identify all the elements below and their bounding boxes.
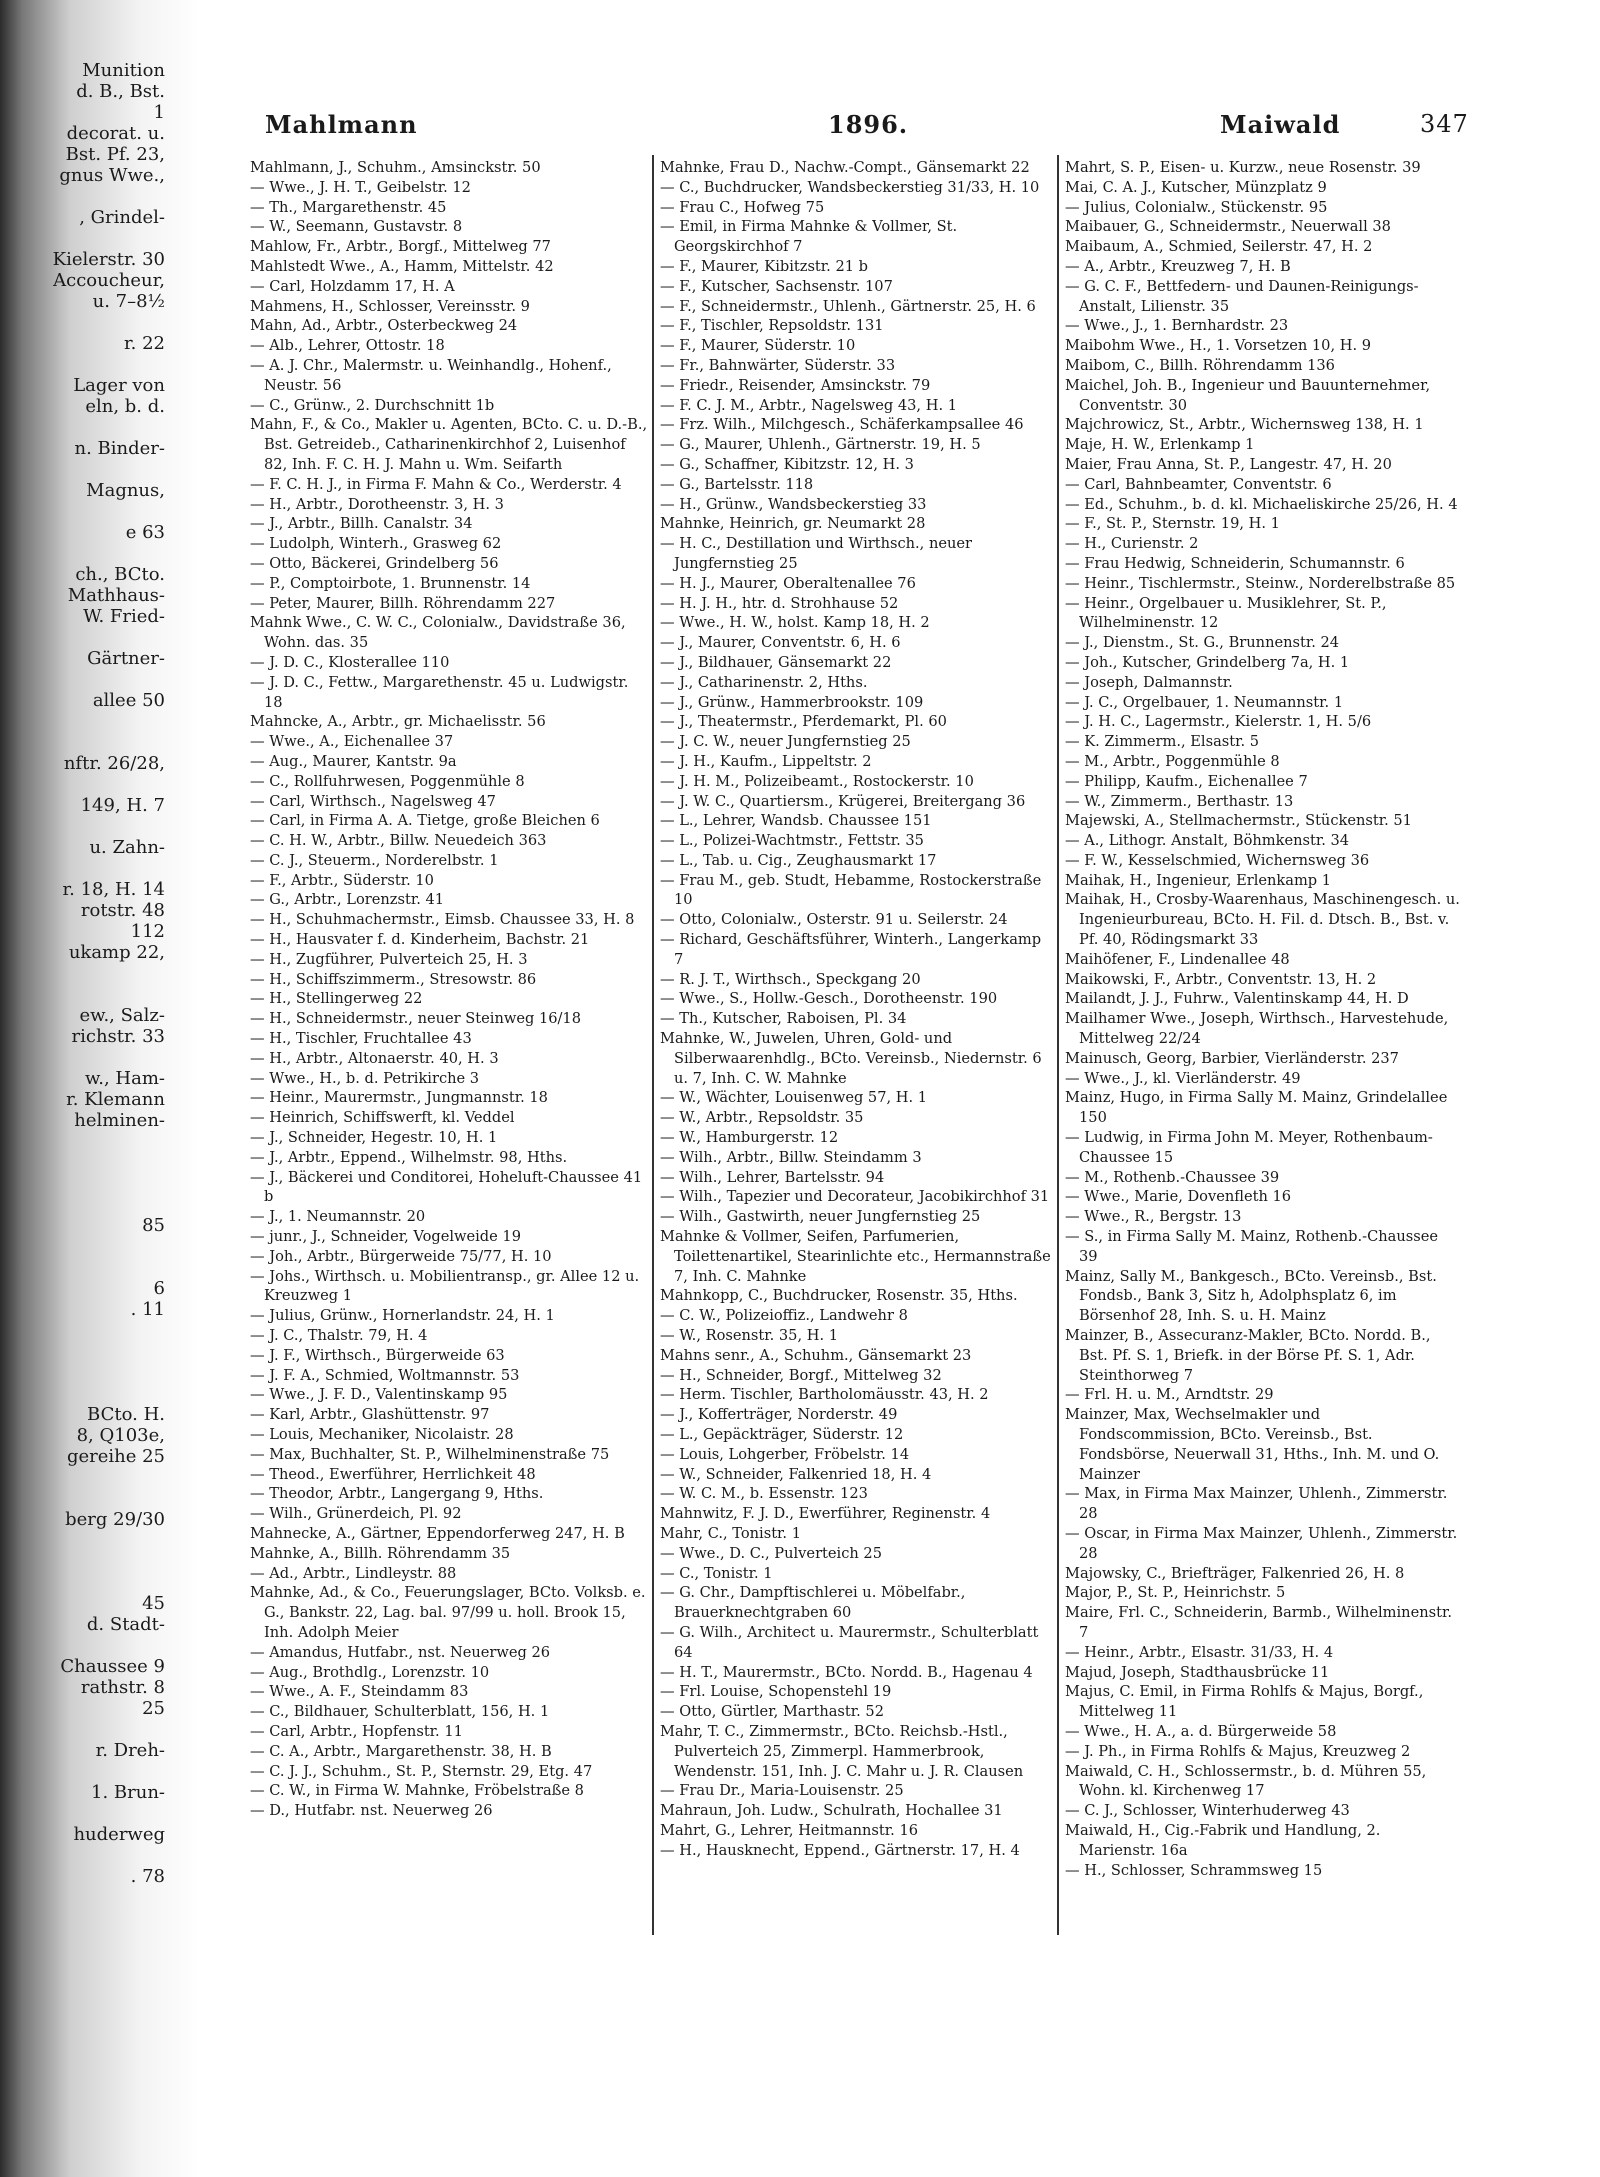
directory-entry: — J., Kofferträger, Norderstr. 49 (660, 1406, 898, 1424)
directory-entry: Mahnecke, A., Gärtner, Eppendorferweg 247, H. B (250, 1524, 625, 1542)
directory-entry: — H., Arbtr., Altonaerstr. 40, H. 3 (250, 1049, 499, 1067)
left-page-fragment: . 11 (130, 1299, 165, 1320)
directory-entry: Majud, Joseph, Stadthausbrücke 11 (1065, 1663, 1330, 1681)
directory-entry: — Oscar, in Firma Max Mainzer, Uhlenh., Zimmerstr. 28 (1065, 1524, 1458, 1562)
directory-entry: — J. W. C., Quartiersm., Krügerei, Breitergang 36 (660, 792, 1026, 810)
directory-entry: — Friedr., Reisender, Amsinckstr. 79 (660, 376, 931, 394)
left-page-fragment: eln, b. d. (85, 396, 165, 417)
directory-entry: — H., Zugführer, Pulverteich 25, H. 3 (250, 950, 528, 968)
directory-entry: — C. A., Arbtr., Margarethenstr. 38, H. B (250, 1742, 552, 1760)
directory-entry: — Johs., Wirthsch. u. Mobilientransp., gr. Allee 12 u. Kreuzweg 1 (250, 1267, 640, 1305)
directory-entry: — Frau M., geb. Studt, Hebamme, Rostockerstraße 10 (660, 871, 1042, 909)
left-page-fragment: r. Dreh- (95, 1740, 165, 1761)
directory-entry: — Ludwig, in Firma John M. Meyer, Rothenbaum-Chaussee 15 (1065, 1129, 1433, 1166)
directory-entry: Mainz, Hugo, in Firma Sally M. Mainz, Grindelallee 150 (1065, 1089, 1448, 1127)
directory-entry: — Wwe., Marie, Dovenfleth 16 (1065, 1188, 1292, 1206)
directory-entry: — F. W., Kesselschmied, Wichernsweg 36 (1065, 851, 1370, 869)
directory-entry: — F., Tischler, Repsoldstr. 131 (660, 317, 884, 335)
directory-entry: — Max, Buchhalter, St. P., Wilhelminenstraße 75 (250, 1445, 610, 1463)
directory-entry: — L., Polizei-Wachtmstr., Fettstr. 35 (660, 832, 924, 850)
directory-entry: — Heinr., Orgelbauer u. Musiklehrer, St. P., Wilhelminenstr. 12 (1065, 594, 1387, 632)
header-right-keyword: Maiwald (1220, 110, 1341, 139)
directory-entry: — W., Rosenstr. 35, H. 1 (660, 1327, 839, 1345)
directory-entry: — M., Rothenb.-Chaussee 39 (1065, 1168, 1280, 1186)
directory-entry: — Wwe., J. H. T., Geibelstr. 12 (250, 178, 471, 196)
directory-entry: Mahnke, A., Billh. Röhrendamm 35 (250, 1544, 511, 1562)
directory-entry: — W., Zimmerm., Berthastr. 13 (1065, 792, 1294, 810)
directory-entry: — G., Maurer, Uhlenh., Gärtnerstr. 19, H. 5 (660, 436, 981, 454)
directory-entry: — W., Schneider, Falkenried 18, H. 4 (660, 1465, 932, 1483)
directory-entry: — Wilh., Gastwirth, neuer Jungfernstieg 25 (660, 1208, 981, 1226)
left-page-fragment: u. Zahn- (89, 837, 165, 858)
left-page-fragment: 45 (142, 1593, 165, 1614)
left-page-fragment: Mathhaus- (67, 585, 165, 606)
page-header (240, 110, 1469, 150)
directory-entry: — G., Schaffner, Kibitzstr. 12, H. 3 (660, 455, 914, 473)
directory-entry: — Heinr., Arbtr., Elsastr. 31/33, H. 4 (1065, 1643, 1334, 1661)
left-page-fragment: Lager von (73, 375, 165, 396)
directory-entry: Mainz, Sally M., Bankgesch., BCto. Vereinsb., Bst. Fondsb., Bank 3, Sitz h, Adolphsplatz 6, im Börsenhof 28, Inh. S. u. H. Mainz (1065, 1267, 1437, 1325)
directory-entry: — L., Lehrer, Wandsb. Chaussee 151 (660, 812, 932, 830)
left-page-fragment: e 63 (125, 522, 165, 543)
left-page-fragment: r. 18, H. 14 (62, 879, 165, 900)
directory-entry: Major, P., St. P., Heinrichstr. 5 (1065, 1584, 1286, 1602)
directory-entry: — Julius, Colonialw., Stückenstr. 95 (1065, 198, 1328, 216)
left-page-fragment: . 78 (130, 1866, 165, 1887)
directory-entry: — H., Schiffszimmerm., Stresowstr. 86 (250, 970, 537, 988)
directory-entry: Maibohm Wwe., H., 1. Vorsetzen 10, H. 9 (1065, 337, 1372, 355)
directory-entry: Mahn, Ad., Arbtr., Osterbeckweg 24 (250, 317, 518, 335)
directory-entry: — Frau Dr., Maria-Louisenstr. 25 (660, 1782, 904, 1800)
directory-entry: — G. Wilh., Architect u. Maurermstr., Schulterblatt 64 (660, 1623, 1039, 1661)
left-page-fragment: r. Klemann (66, 1089, 165, 1110)
directory-entry: — A. J. Chr., Malermstr. u. Weinhandlg., Hohenf., Neustr. 56 (250, 356, 612, 394)
directory-entry: — Carl, Wirthsch., Nagelsweg 47 (250, 792, 496, 810)
directory-entry: — C. W., in Firma W. Mahnke, Fröbelstraße 8 (250, 1782, 584, 1800)
left-page-fragment: d. Stadt- (86, 1614, 165, 1635)
directory-entry: Mahr, T. C., Zimmermstr., BCto. Reichsb.-Hstl., Pulverteich 25, Zimmerpl. Hammerbrook, Wendenstr. 151, Inh. J. C. Mahr u. J. R. Clausen (660, 1722, 1024, 1780)
directory-entry: Maibauer, G., Schneidermstr., Neuerwall 38 (1065, 218, 1391, 236)
directory-entry: Mai, C. A. J., Kutscher, Münzplatz 9 (1065, 178, 1327, 196)
directory-entry: Mahlmann, J., Schuhm., Amsinckstr. 50 (250, 159, 541, 176)
directory-entry: — Wwe., H., b. d. Petrikirche 3 (250, 1069, 480, 1087)
left-page-fragment: 149, H. 7 (80, 795, 165, 816)
directory-entry: — J., Theatermstr., Pferdemarkt, Pl. 60 (660, 713, 947, 731)
directory-entry: Maichel, Joh. B., Ingenieur und Bauunternehmer, Conventstr. 30 (1065, 376, 1431, 414)
left-page-fragment: , Grindel- (79, 207, 165, 228)
directory-entry: Mahnke, W., Juwelen, Uhren, Gold- und Silberwaarenhdlg., BCto. Vereinsb., Niedernstr. 6 u. 7, Inh. C. W. Mahnke (660, 1030, 1042, 1087)
directory-entry: — Louis, Mechaniker, Nicolaistr. 28 (250, 1426, 514, 1443)
directory-entry: — H. C., Destillation und Wirthsch., neuer Jungfernstieg 25 (660, 535, 973, 572)
directory-entry: Mahnke, Frau D., Nachw.-Compt., Gänsemarkt 22 (660, 159, 1030, 176)
left-page-fragment: Accoucheur, (53, 270, 165, 291)
directory-entry: Mainusch, Georg, Barbier, Vierländerstr. 237 (1065, 1049, 1399, 1067)
directory-entry: — S., in Firma Sally M. Mainz, Rothenb.-Chaussee 39 (1065, 1228, 1438, 1265)
directory-entry: — A., Arbtr., Kreuzweg 7, H. B (1065, 257, 1291, 275)
directory-entry: — J. Ph., in Firma Rohlfs & Majus, Kreuzweg 2 (1065, 1742, 1411, 1760)
directory-entry: — Otto, Gürtler, Marthastr. 52 (660, 1703, 884, 1721)
header-year: 1896. (828, 110, 909, 139)
directory-entry: Mahrt, S. P., Eisen- u. Kurzw., neue Rosenstr. 39 (1065, 159, 1421, 176)
left-page-fragment: helminen- (74, 1110, 165, 1131)
directory-entry: — J., 1. Neumannstr. 20 (250, 1208, 426, 1226)
left-page-fragment: Bst. Pf. 23, (65, 144, 165, 165)
directory-entry: — F., Arbtr., Süderstr. 10 (250, 871, 434, 889)
directory-entry: Mahraun, Joh. Ludw., Schulrath, Hochallee 31 (660, 1802, 1003, 1820)
directory-entry: — J. C., Thalstr. 79, H. 4 (250, 1327, 428, 1345)
directory-entry: — Th., Kutscher, Raboisen, Pl. 34 (660, 1010, 907, 1028)
directory-entry: — K. Zimmerm., Elsastr. 5 (1065, 733, 1260, 751)
directory-entry: Mainzer, Max, Wechselmakler und Fondscommission, BCto. Vereinsb., Bst. Fondsbörse, Neuerwall 31, Hths., Inh. M. und O. Mainzer (1065, 1406, 1440, 1483)
directory-entry: Majewski, A., Stellmachermstr., Stückenstr. 51 (1065, 812, 1412, 830)
directory-entry: — Aug., Brothdlg., Lorenzstr. 10 (250, 1663, 490, 1681)
directory-entry: — Wwe., J., kl. Vierländerstr. 49 (1065, 1069, 1301, 1087)
directory-entry: — F., Maurer, Kibitzstr. 21 b (660, 257, 868, 275)
left-page-fragment: ch., BCto. (75, 564, 165, 585)
directory-entry: — J., Grünw., Hammerbrookstr. 109 (660, 693, 924, 711)
directory-entry: — Wwe., R., Bergstr. 13 (1065, 1208, 1242, 1226)
directory-entry: — junr., J., Schneider, Vogelweide 19 (250, 1228, 521, 1246)
directory-entry: Mainzer, B., Assecuranz-Makler, BCto. Nordd. B., Bst. Pf. S. 1, Briefk. in der Börse Pf. S. 1, Adr. Steinthorweg 7 (1065, 1327, 1431, 1384)
directory-entry: Mahncke, A., Arbtr., gr. Michaelisstr. 56 (250, 713, 546, 731)
directory-entry: — H., Hausknecht, Eppend., Gärtnerstr. 17, H. 4 (660, 1841, 1020, 1859)
directory-entry: — F. C. J. M., Arbtr., Nagelsweg 43, H. 1 (660, 396, 958, 414)
left-page-fragment: 8, Q103e, (76, 1425, 165, 1446)
directory-entry: — W., Seemann, Gustavstr. 8 (250, 218, 463, 236)
directory-entry: — Heinr., Maurermstr., Jungmannstr. 18 (250, 1089, 548, 1107)
directory-entry: — Amandus, Hutfabr., nst. Neuerweg 26 (250, 1643, 551, 1661)
directory-entry: — Wwe., A. F., Steindamm 83 (250, 1683, 469, 1701)
left-page-fragment: 112 (130, 921, 165, 942)
directory-entry: Mahmens, H., Schlosser, Vereinsstr. 9 (250, 297, 530, 315)
directory-entry: — Wilh., Lehrer, Bartelsstr. 94 (660, 1168, 885, 1186)
left-page-fragment: d. B., Bst. (76, 81, 165, 102)
directory-entry: — Ed., Schuhm., b. d. kl. Michaeliskirche 25/26, H. 4 (1065, 495, 1458, 513)
page-number: 347 (1420, 110, 1469, 138)
directory-entry: — G. C. F., Bettfedern- und Daunen-Reinigungs-Anstalt, Lilienstr. 35 (1065, 277, 1419, 315)
left-page-fragment: BCto. H. (87, 1404, 165, 1425)
left-page-fragment: Magnus, (86, 480, 165, 501)
column-divider (1057, 155, 1059, 1935)
directory-entry: — P., Comptoirbote, 1. Brunnenstr. 14 (250, 574, 531, 592)
directory-entry: Maiwald, H., Cig.-Fabrik und Handlung, 2. Marienstr. 16a (1065, 1821, 1381, 1859)
directory-entry: — H., Schlosser, Schrammsweg 15 (1065, 1861, 1323, 1879)
directory-entry: — H., Schneidermstr., neuer Steinweg 16/18 (250, 1010, 582, 1028)
left-page-fragment: 85 (142, 1215, 165, 1236)
directory-entry: — J. F., Wirthsch., Bürgerweide 63 (250, 1346, 505, 1364)
directory-entry: — Aug., Maurer, Kantstr. 9a (250, 752, 457, 770)
directory-entry: — Wwe., H. W., holst. Kamp 18, H. 2 (660, 614, 930, 632)
directory-column-3 (1065, 158, 1460, 1938)
left-page-fragment: ukamp 22, (68, 942, 165, 963)
left-page-fragment: 1. Brun- (91, 1782, 165, 1803)
directory-entry: — Joseph, Dalmannstr. (1065, 673, 1233, 691)
directory-page (240, 110, 1520, 1940)
header-left-keyword: Mahlmann (265, 110, 418, 139)
directory-entry: — Otto, Colonialw., Osterstr. 91 u. Seilerstr. 24 (660, 911, 1008, 929)
directory-entry: — Peter, Maurer, Billh. Röhrendamm 227 (250, 594, 556, 612)
directory-entry: — Fr., Bahnwärter, Süderstr. 33 (660, 356, 896, 374)
directory-entry: Maje, H. W., Erlenkamp 1 (1065, 436, 1255, 454)
directory-entry: Mahrt, G., Lehrer, Heitmannstr. 16 (660, 1821, 919, 1839)
directory-entry: — L., Gepäckträger, Süderstr. 12 (660, 1426, 904, 1443)
directory-entry: — Wwe., H. A., a. d. Bürgerweide 58 (1065, 1722, 1337, 1740)
directory-entry: — H., Hausvater f. d. Kinderheim, Bachstr. 21 (250, 931, 590, 949)
left-page-fragment: Munition (82, 60, 165, 81)
directory-entry: — Heinr., Tischlermstr., Steinw., Norderelbstraße 85 (1065, 574, 1456, 592)
directory-entry: Maier, Frau Anna, St. P., Langestr. 47, H. 20 (1065, 455, 1392, 473)
directory-entry: — W., Arbtr., Repsoldstr. 35 (660, 1109, 864, 1127)
directory-entry: — Wwe., D. C., Pulverteich 25 (660, 1544, 882, 1562)
directory-entry: — G. Chr., Dampftischlerei u. Möbelfabr., Brauerknechtgraben 60 (660, 1584, 966, 1622)
left-page-fragment: W. Fried- (83, 606, 165, 627)
left-page-fragment: u. 7–8½ (92, 291, 165, 312)
directory-entry: — W., Wächter, Louisenweg 57, H. 1 (660, 1089, 928, 1107)
directory-entry: — Max, in Firma Max Mainzer, Uhlenh., Zimmerstr. 28 (1065, 1485, 1448, 1523)
directory-entry: — Frau Hedwig, Schneiderin, Schumannstr. 6 (1065, 554, 1405, 572)
directory-entry: — Joh., Arbtr., Bürgerweide 75/77, H. 10 (250, 1247, 552, 1265)
directory-entry: — J., Maurer, Conventstr. 6, H. 6 (660, 634, 901, 652)
directory-entry: Maibaum, A., Schmied, Seilerstr. 47, H. 2 (1065, 238, 1373, 256)
directory-entry: — C. J., Steuerm., Norderelbstr. 1 (250, 851, 499, 869)
directory-entry: — G., Bartelsstr. 118 (660, 475, 814, 493)
directory-entry: — Theodor, Arbtr., Langergang 9, Hths. (250, 1485, 544, 1503)
directory-entry: — H. J. H., htr. d. Strohhause 52 (660, 594, 899, 612)
directory-entry: — Carl, Arbtr., Hopfenstr. 11 (250, 1722, 463, 1740)
directory-entry: Maihöfener, F., Lindenallee 48 (1065, 950, 1290, 968)
directory-entry: — Wilh., Grünerdeich, Pl. 92 (250, 1505, 462, 1523)
directory-entry: — Joh., Kutscher, Grindelberg 7a, H. 1 (1065, 653, 1350, 671)
left-page-edge (0, 60, 175, 1940)
left-page-fragment: huderweg (73, 1824, 165, 1845)
left-page-fragment: n. Binder- (74, 438, 165, 459)
directory-entry: — Ad., Arbtr., Lindleystr. 88 (250, 1564, 457, 1582)
directory-entry: — H., Curienstr. 2 (1065, 535, 1199, 553)
left-page-fragment: ew., Salz- (79, 1005, 165, 1026)
directory-entry: Maibom, C., Billh. Röhrendamm 136 (1065, 356, 1335, 374)
directory-entry: — J., Arbtr., Billh. Canalstr. 34 (250, 515, 473, 533)
directory-entry: — Philipp, Kaufm., Eichenallee 7 (1065, 772, 1308, 790)
directory-entry: — J. H., Kaufm., Lippeltstr. 2 (660, 752, 872, 770)
directory-entry: — H. T., Maurermstr., BCto. Nordd. B., Hagenau 4 (660, 1663, 1033, 1681)
directory-entry: — Alb., Lehrer, Ottostr. 18 (250, 337, 445, 355)
directory-entry: — J. H. M., Polizeibeamt., Rostockerstr. 10 (660, 772, 974, 790)
directory-entry: — Wilh., Arbtr., Billw. Steindamm 3 (660, 1148, 922, 1166)
left-page-fragment: 6 (153, 1278, 165, 1299)
directory-entry: — Wwe., A., Eichenallee 37 (250, 733, 454, 751)
directory-entry: — F., Schneidermstr., Uhlenh., Gärtnerstr. 25, H. 6 (660, 297, 1036, 315)
directory-entry: — Carl, Holzdamm 17, H. A (250, 277, 455, 295)
directory-entry: — Frau C., Hofweg 75 (660, 198, 825, 216)
directory-entry: Mahr, C., Tonistr. 1 (660, 1524, 801, 1542)
directory-entry: — G., Arbtr., Lorenzstr. 41 (250, 891, 445, 909)
directory-entry: — C., Tonistr. 1 (660, 1564, 773, 1582)
directory-column-2 (660, 158, 1055, 1938)
directory-entry: Mahnke & Vollmer, Seifen, Parfumerien, Toilettenartikel, Stearinlichte etc., Hermannstraße 7, Inh. C. Mahnke (660, 1228, 1051, 1285)
directory-entry: — C., Grünw., 2. Durchschnitt 1b (250, 396, 495, 414)
left-page-fragment: rathstr. 8 (80, 1677, 165, 1698)
directory-entry: — C., Buchdrucker, Wandsbeckerstieg 31/33, H. 10 (660, 178, 1040, 196)
directory-entry: — C. J. J., Schuhm., St. P., Sternstr. 29, Etg. 47 (250, 1762, 593, 1780)
left-page-fragment: rotstr. 48 (80, 900, 165, 921)
directory-entry: Mahnke, Heinrich, gr. Neumarkt 28 (660, 515, 926, 533)
directory-entry: — Carl, in Firma A. A. Tietge, große Bleichen 6 (250, 812, 600, 830)
directory-entry: Mahns senr., A., Schuhm., Gänsemarkt 23 (660, 1346, 972, 1364)
directory-entry: — Frl. H. u. M., Arndtstr. 29 (1065, 1386, 1274, 1404)
directory-entry: — Ludolph, Winterh., Grasweg 62 (250, 535, 502, 553)
directory-entry: — F., Maurer, Süderstr. 10 (660, 337, 856, 355)
left-page-fragment: Gärtner- (87, 648, 165, 669)
directory-entry: Majchrowicz, St., Arbtr., Wichernsweg 138, H. 1 (1065, 416, 1424, 434)
directory-entry: Maihak, H., Crosby-Waarenhaus, Maschinengesch. u. Ingenieurbureau, BCto. H. Fil. d. Dtsch. B., Bst. v. Pf. 40, Rödingsmarkt 33 (1065, 891, 1460, 949)
directory-entry: Maikowski, F., Arbtr., Conventstr. 13, H. 2 (1065, 970, 1377, 988)
left-page-fragment: Chaussee 9 (60, 1656, 165, 1677)
left-page-fragment: 25 (142, 1698, 165, 1719)
directory-entry: Majowsky, C., Briefträger, Falkenried 26, H. 8 (1065, 1564, 1405, 1582)
directory-entry: Majus, C. Emil, in Firma Rohlfs & Majus, Borgf., Mittelweg 11 (1065, 1683, 1424, 1721)
directory-entry: — F., St. P., Sternstr. 19, H. 1 (1065, 515, 1280, 533)
directory-entry: — J., Schneider, Hegestr. 10, H. 1 (250, 1129, 498, 1147)
directory-entry: — J., Arbtr., Eppend., Wilhelmstr. 98, Hths. (250, 1148, 568, 1166)
directory-entry: Mahlow, Fr., Arbtr., Borgf., Mittelweg 77 (250, 238, 551, 256)
directory-entry: — J., Bäckerei und Conditorei, Hoheluft-Chaussee 41 b (250, 1168, 643, 1206)
directory-entry: — Theod., Ewerführer, Herrlichkeit 48 (250, 1465, 536, 1483)
directory-entry: — Herm. Tischler, Bartholomäusstr. 43, H. 2 (660, 1386, 989, 1404)
left-page-fragment: richstr. 33 (71, 1026, 165, 1047)
directory-entry: — H., Arbtr., Dorotheenstr. 3, H. 3 (250, 495, 504, 513)
left-page-fragment: Kielerstr. 30 (52, 249, 165, 270)
directory-entry: — J. H. C., Lagermstr., Kielerstr. 1, H. 5/6 (1065, 713, 1372, 731)
directory-entry: — M., Arbtr., Poggenmühle 8 (1065, 752, 1280, 770)
directory-entry: — Otto, Bäckerei, Grindelberg 56 (250, 554, 499, 572)
directory-entry: Mahn, F., & Co., Makler u. Agenten, BCto. C. u. D.-B., Bst. Getreideb., Catharinenkirchhof 2, Luisenhof 82, Inh. F. C. H. J. Mahn u. Wm. Seifarth (250, 416, 648, 473)
directory-entry: — H., Grünw., Wandsbeckerstieg 33 (660, 495, 927, 513)
directory-entry: — J. D. C., Klosterallee 110 (250, 653, 450, 671)
directory-entry: — H., Schneider, Borgf., Mittelweg 32 (660, 1366, 942, 1384)
left-page-fragment: berg 29/30 (65, 1509, 165, 1530)
directory-entry: — R. J. T., Wirthsch., Speckgang 20 (660, 970, 921, 988)
directory-entry: — Wwe., S., Hollw.-Gesch., Dorotheenstr. 190 (660, 990, 998, 1008)
directory-entry: Maiwald, C. H., Schlossermstr., b. d. Mühren 55, Wohn. kl. Kirchenweg 17 (1065, 1762, 1427, 1800)
directory-entry: — C. W., Polizeioffiz., Landwehr 8 (660, 1307, 908, 1325)
directory-entry: — Carl, Bahnbeamter, Conventstr. 6 (1065, 475, 1332, 493)
directory-entry: — Heinrich, Schiffswerft, kl. Veddel (250, 1109, 515, 1127)
directory-entry: — J., Bildhauer, Gänsemarkt 22 (660, 653, 892, 671)
directory-entry: — Th., Margarethenstr. 45 (250, 198, 447, 216)
directory-entry: — F., Kutscher, Sachsenstr. 107 (660, 277, 893, 295)
left-page-fragment: w., Ham- (84, 1068, 165, 1089)
left-page-fragment: allee 50 (92, 690, 165, 711)
directory-entry: — Emil, in Firma Mahnke & Vollmer, St. Georgskirchhof 7 (660, 218, 958, 256)
left-page-fragment: 1 (153, 102, 165, 123)
directory-entry: Maihak, H., Ingenieur, Erlenkamp 1 (1065, 871, 1332, 889)
directory-entry: Mahnke, Ad., & Co., Feuerungslager, BCto. Volksb. e. G., Bankstr. 22, Lag. bal. 97/99 u. holl. Brook 15, Inh. Adolph Meier (250, 1584, 646, 1641)
directory-entry: — C. J., Schlosser, Winterhuderweg 43 (1065, 1802, 1350, 1820)
directory-entry: — F. C. H. J., in Firma F. Mahn & Co., Werderstr. 4 (250, 475, 622, 493)
directory-entry: — H., Tischler, Fruchtallee 43 (250, 1030, 472, 1048)
left-page-fragment: nftr. 26/28, (63, 753, 165, 774)
directory-entry: Mahnk Wwe., C. W. C., Colonialw., Davidstraße 36, Wohn. das. 35 (250, 614, 626, 652)
directory-entry: — H., Schuhmachermstr., Eimsb. Chaussee 33, H. 8 (250, 911, 635, 929)
directory-entry: Mahlstedt Wwe., A., Hamm, Mittelstr. 42 (250, 257, 554, 275)
directory-entry: — J. D. C., Fettw., Margarethenstr. 45 u. Ludwigstr. 18 (250, 673, 629, 711)
directory-entry: — Karl, Arbtr., Glashüttenstr. 97 (250, 1406, 490, 1424)
directory-entry: Mailandt, J. J., Fuhrw., Valentinskamp 44, H. D (1065, 990, 1409, 1008)
directory-column-1 (250, 158, 650, 1938)
directory-entry: — C., Rollfuhrwesen, Poggenmühle 8 (250, 772, 525, 790)
column-divider (652, 155, 654, 1935)
directory-entry: Mahnwitz, F. J. D., Ewerführer, Reginenstr. 4 (660, 1505, 991, 1523)
directory-entry: — Frz. Wilh., Milchgesch., Schäferkampsallee 46 (660, 416, 1024, 434)
directory-entry: — J. F. A., Schmied, Woltmannstr. 53 (250, 1366, 520, 1384)
directory-entry: — H., Stellingerweg 22 (250, 990, 423, 1008)
directory-entry: — L., Tab. u. Cig., Zeughausmarkt 17 (660, 851, 937, 869)
directory-entry: — Richard, Geschäftsführer, Winterh., Langerkamp 7 (660, 931, 1042, 968)
directory-entry: — Louis, Lohgerber, Fröbelstr. 14 (660, 1445, 910, 1463)
directory-entry: — J., Dienstm., St. G., Brunnenstr. 24 (1065, 634, 1340, 652)
directory-entry: — A., Lithogr. Anstalt, Böhmkenstr. 34 (1065, 832, 1350, 850)
directory-entry: — W., Hamburgerstr. 12 (660, 1129, 839, 1147)
directory-entry: — D., Hutfabr. nst. Neuerweg 26 (250, 1802, 493, 1820)
directory-entry: — C., Bildhauer, Schulterblatt, 156, H. 1 (250, 1703, 550, 1721)
directory-entry: — Frl. Louise, Schopenstehl 19 (660, 1683, 892, 1701)
left-page-fragment: decorat. u. (66, 123, 165, 144)
directory-entry: — J. C. W., neuer Jungfernstieg 25 (660, 733, 911, 751)
directory-entry: Mahnkopp, C., Buchdrucker, Rosenstr. 35, Hths. (660, 1287, 1018, 1305)
directory-entry: — Wwe., J. F. D., Valentinskamp 95 (250, 1386, 508, 1404)
directory-entry: Mailhamer Wwe., Joseph, Wirthsch., Harvestehude, Mittelweg 22/24 (1065, 1010, 1449, 1048)
directory-entry: Maire, Frl. C., Schneiderin, Barmb., Wilhelminenstr. 7 (1065, 1604, 1452, 1641)
directory-entry: — W. C. M., b. Essenstr. 123 (660, 1485, 868, 1503)
left-page-fragment: gnus Wwe., (59, 165, 165, 186)
directory-entry: — Wwe., J., 1. Bernhardstr. 23 (1065, 317, 1289, 335)
directory-entry: — H. J., Maurer, Oberaltenallee 76 (660, 574, 916, 592)
left-page-fragment: gereihe 25 (66, 1446, 165, 1467)
left-page-fragment: r. 22 (124, 333, 165, 354)
directory-entry: — Julius, Grünw., Hornerlandstr. 24, H. 1 (250, 1307, 555, 1325)
directory-entry: — J. C., Orgelbauer, 1. Neumannstr. 1 (1065, 693, 1344, 711)
directory-entry: — Wilh., Tapezier und Decorateur, Jacobikirchhof 31 (660, 1188, 1050, 1206)
directory-entry: — C. H. W., Arbtr., Billw. Neuedeich 363 (250, 832, 547, 850)
directory-entry: — J., Catharinenstr. 2, Hths. (660, 673, 868, 691)
